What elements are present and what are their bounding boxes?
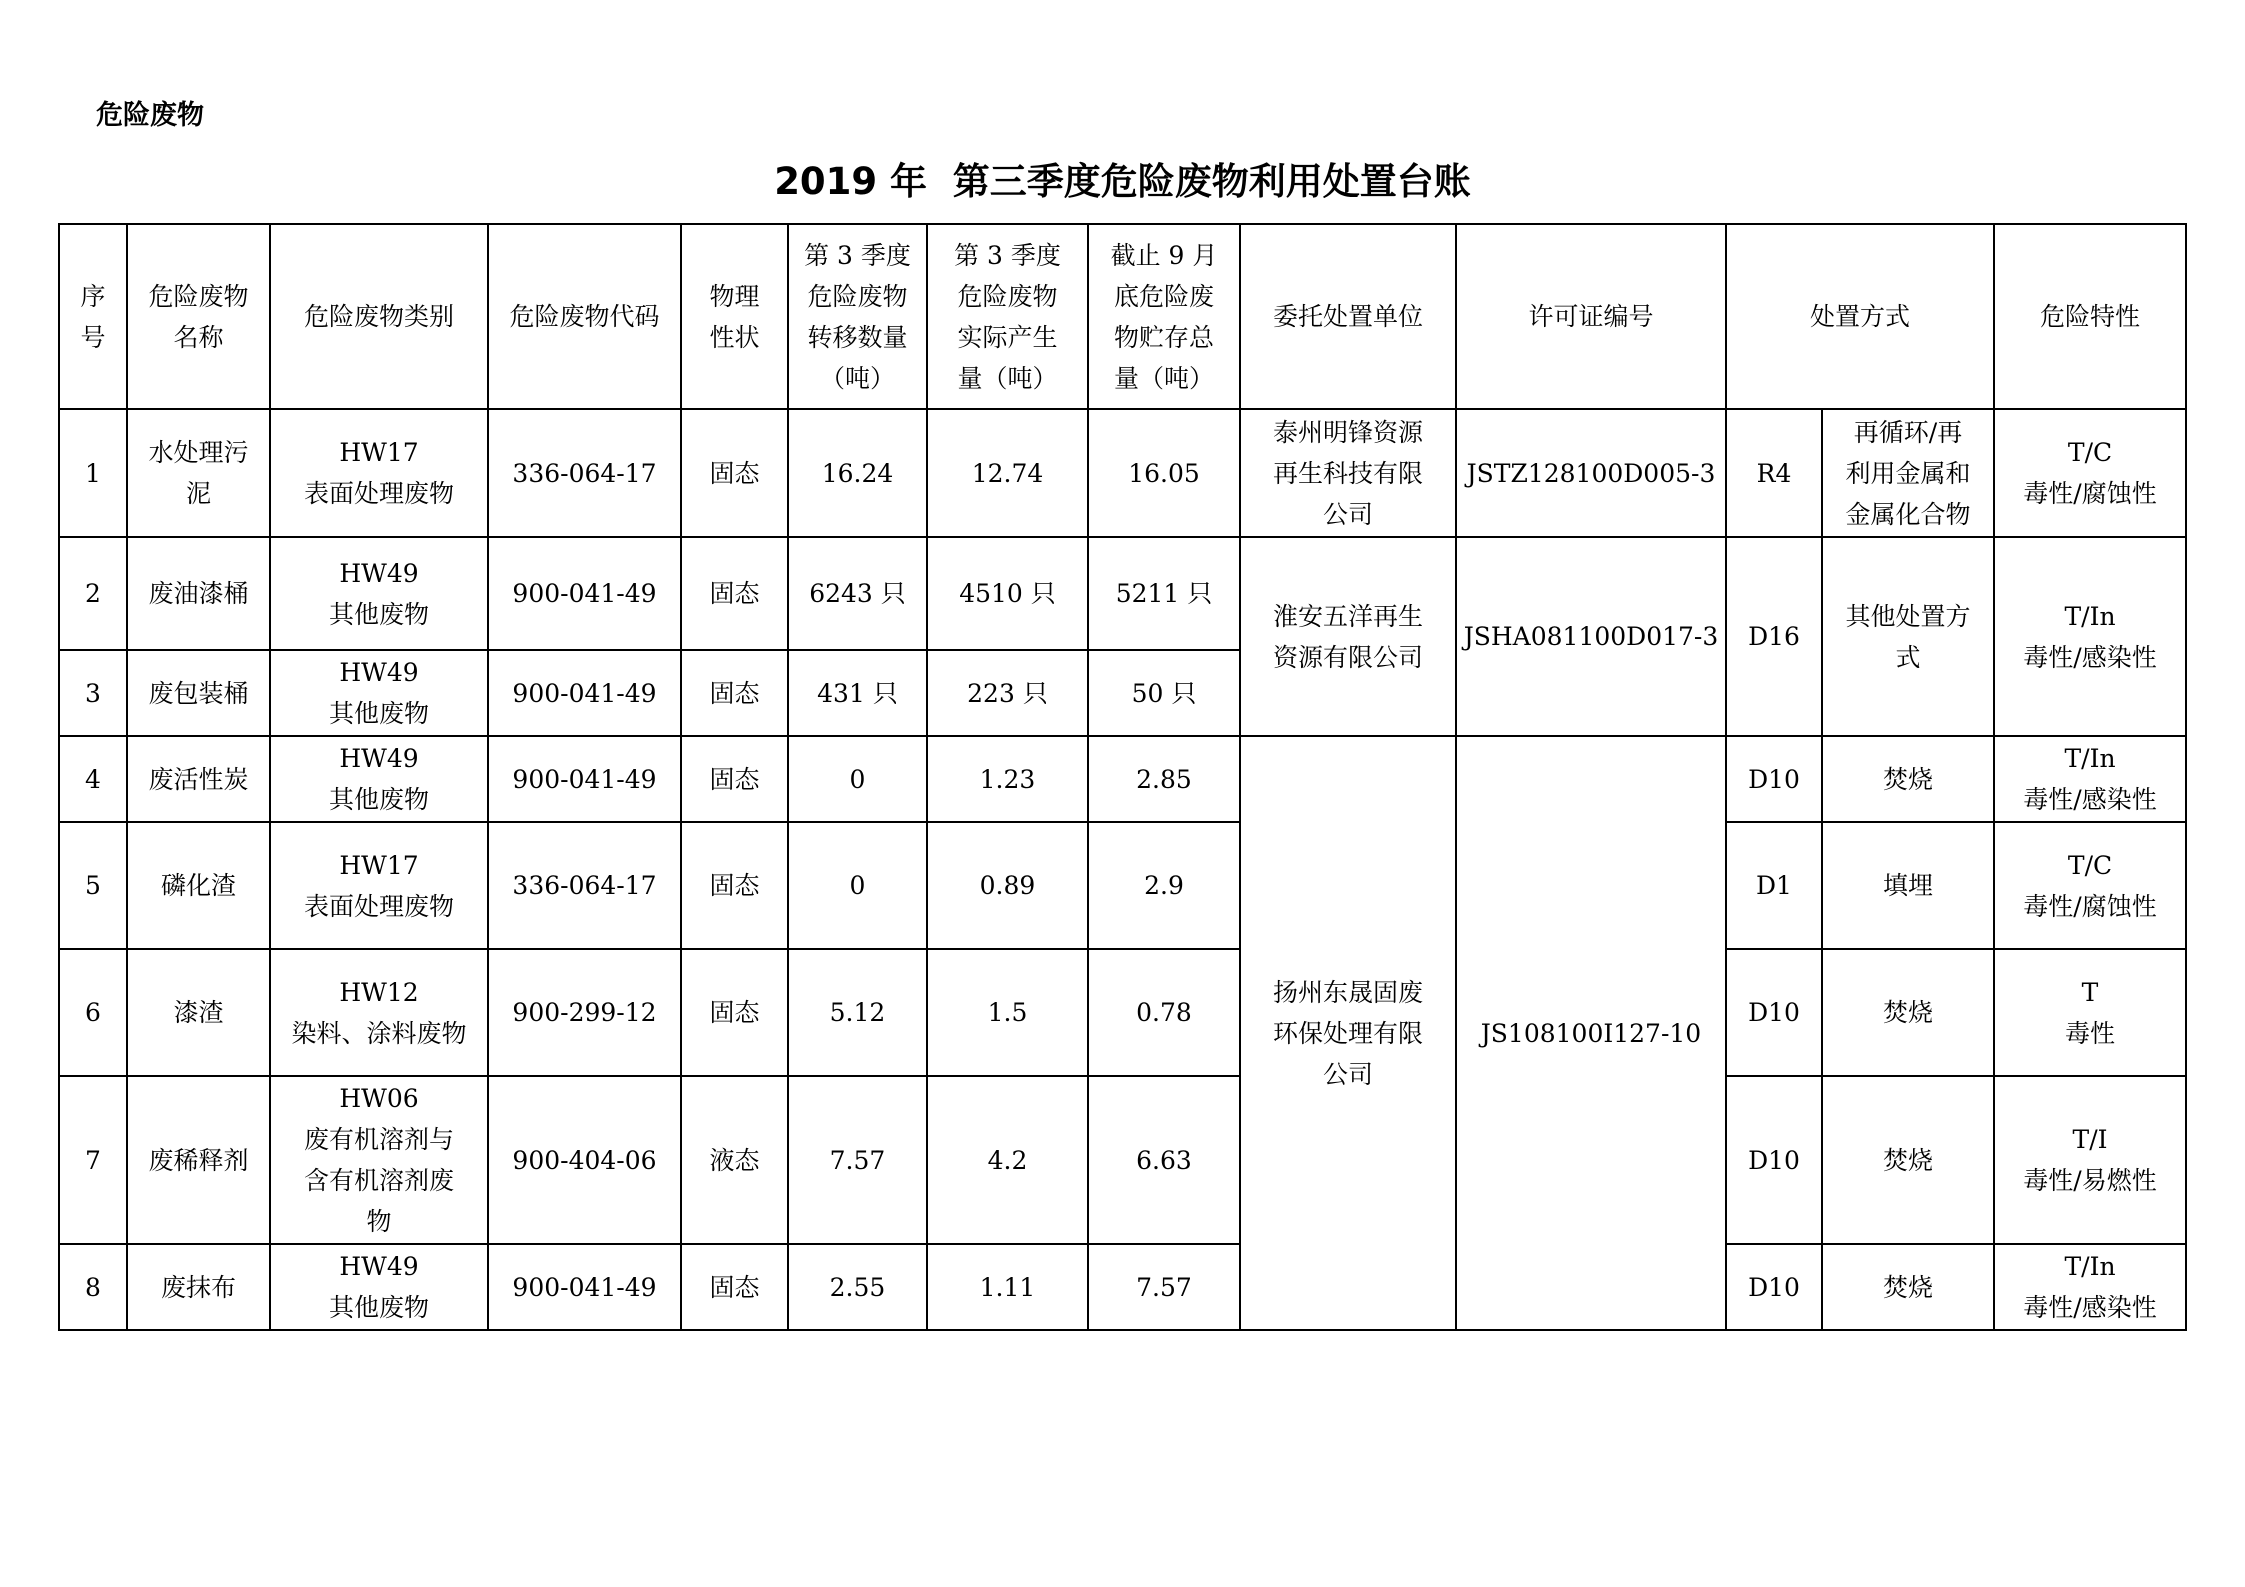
cell-stock: 2.85 (1088, 736, 1240, 822)
cell-category: HW17 表面处理废物 (270, 409, 488, 537)
header-method: 处置方式 (1726, 224, 1994, 409)
cell-state: 固态 (681, 822, 788, 949)
cell-method-code: D16 (1726, 537, 1822, 736)
cell-transfer: 5.12 (788, 949, 927, 1076)
cell-name: 废包装桶 (127, 650, 270, 736)
cell-method-desc: 其他处置方 式 (1822, 537, 1994, 736)
cell-state: 固态 (681, 537, 788, 650)
cell-transfer: 0 (788, 822, 927, 949)
cell-transfer: 7.57 (788, 1076, 927, 1244)
header-hazard: 危险特性 (1994, 224, 2186, 409)
header-stock: 截止 9 月 底危险废 物贮存总 量（吨） (1088, 224, 1240, 409)
cell-seq: 7 (59, 1076, 127, 1244)
cell-hazard: T/In 毒性/感染性 (1994, 1244, 2186, 1330)
cell-produced: 1.23 (927, 736, 1088, 822)
cell-stock: 2.9 (1088, 822, 1240, 949)
cell-method-code: D10 (1726, 949, 1822, 1076)
cell-seq: 1 (59, 409, 127, 537)
cell-transfer: 431 只 (788, 650, 927, 736)
cell-method-desc: 焚烧 (1822, 949, 1994, 1076)
document-title: 2019 年 第三季度危险废物利用处置台账 (774, 160, 1471, 203)
cell-category: HW06 废有机溶剂与 含有机溶剂废 物 (270, 1076, 488, 1244)
header-unit: 委托处置单位 (1240, 224, 1456, 409)
cell-method-desc: 焚烧 (1822, 1244, 1994, 1330)
header-name: 危险废物 名称 (127, 224, 270, 409)
cell-transfer: 2.55 (788, 1244, 927, 1330)
cell-category: HW49 其他废物 (270, 736, 488, 822)
cell-stock: 7.57 (1088, 1244, 1240, 1330)
cell-method-desc: 焚烧 (1822, 736, 1994, 822)
table-row (59, 949, 2186, 1076)
header-state: 物理 性状 (681, 224, 788, 409)
cell-permit: JS108100I127-10 (1456, 736, 1726, 1330)
cell-hazard: T/I 毒性/易燃性 (1994, 1076, 2186, 1244)
cell-code: 336-064-17 (488, 822, 681, 949)
cell-unit: 淮安五洋再生 资源有限公司 (1240, 537, 1456, 736)
cell-seq: 8 (59, 1244, 127, 1330)
cell-hazard: T/In 毒性/感染性 (1994, 537, 2186, 736)
table-row (59, 409, 2186, 537)
cell-category: HW49 其他废物 (270, 650, 488, 736)
cell-category: HW49 其他废物 (270, 1244, 488, 1330)
cell-seq: 3 (59, 650, 127, 736)
cell-produced: 223 只 (927, 650, 1088, 736)
cell-code: 900-299-12 (488, 949, 681, 1076)
cell-permit: JSTZ128100D005-3 (1456, 409, 1726, 537)
cell-transfer: 6243 只 (788, 537, 927, 650)
cell-method-desc: 填埋 (1822, 822, 1994, 949)
cell-method-code: D10 (1726, 1076, 1822, 1244)
cell-name: 废抹布 (127, 1244, 270, 1330)
cell-code: 900-404-06 (488, 1076, 681, 1244)
cell-state: 固态 (681, 650, 788, 736)
cell-code: 336-064-17 (488, 409, 681, 537)
cell-code: 900-041-49 (488, 650, 681, 736)
cell-method-code: D10 (1726, 1244, 1822, 1330)
cell-stock: 50 只 (1088, 650, 1240, 736)
cell-state: 固态 (681, 736, 788, 822)
cell-stock: 6.63 (1088, 1076, 1240, 1244)
cell-name: 漆渣 (127, 949, 270, 1076)
cell-produced: 1.5 (927, 949, 1088, 1076)
cell-hazard: T/C 毒性/腐蚀性 (1994, 822, 2186, 949)
cell-state: 固态 (681, 1244, 788, 1330)
cell-category: HW12 染料、涂料废物 (270, 949, 488, 1076)
waste-ledger-table (58, 223, 2187, 1331)
cell-seq: 5 (59, 822, 127, 949)
cell-hazard: T 毒性 (1994, 949, 2186, 1076)
table-row (59, 537, 2186, 650)
cell-code: 900-041-49 (488, 537, 681, 650)
cell-stock: 16.05 (1088, 409, 1240, 537)
header-transfer: 第 3 季度 危险废物 转移数量 （吨） (788, 224, 927, 409)
cell-produced: 4510 只 (927, 537, 1088, 650)
header-produced: 第 3 季度 危险废物 实际产生 量（吨） (927, 224, 1088, 409)
cell-produced: 12.74 (927, 409, 1088, 537)
cell-category: HW49 其他废物 (270, 537, 488, 650)
cell-transfer: 0 (788, 736, 927, 822)
cell-code: 900-041-49 (488, 736, 681, 822)
cell-code: 900-041-49 (488, 1244, 681, 1330)
table-row (59, 1244, 2186, 1330)
cell-state: 固态 (681, 409, 788, 537)
table-row (59, 822, 2186, 949)
cell-name: 水处理污 泥 (127, 409, 270, 537)
cell-state: 固态 (681, 949, 788, 1076)
cell-state: 液态 (681, 1076, 788, 1244)
table-row (59, 1076, 2186, 1244)
cell-hazard: T/In 毒性/感染性 (1994, 736, 2186, 822)
cell-category: HW17 表面处理废物 (270, 822, 488, 949)
section-label: 危险废物 (96, 100, 204, 131)
cell-seq: 6 (59, 949, 127, 1076)
cell-name: 磷化渣 (127, 822, 270, 949)
cell-method-desc: 再循环/再 利用金属和 金属化合物 (1822, 409, 1994, 537)
cell-seq: 4 (59, 736, 127, 822)
cell-produced: 0.89 (927, 822, 1088, 949)
cell-unit: 扬州东晟固废 环保处理有限 公司 (1240, 736, 1456, 1330)
cell-unit: 泰州明锋资源 再生科技有限 公司 (1240, 409, 1456, 537)
header-row (59, 224, 2186, 409)
cell-name: 废活性炭 (127, 736, 270, 822)
cell-produced: 1.11 (927, 1244, 1088, 1330)
header-category: 危险废物类别 (270, 224, 488, 409)
cell-method-code: R4 (1726, 409, 1822, 537)
cell-permit: JSHA081100D017-3 (1456, 537, 1726, 736)
header-code: 危险废物代码 (488, 224, 681, 409)
cell-stock: 0.78 (1088, 949, 1240, 1076)
cell-name: 废稀释剂 (127, 1076, 270, 1244)
cell-seq: 2 (59, 537, 127, 650)
cell-method-desc: 焚烧 (1822, 1076, 1994, 1244)
cell-produced: 4.2 (927, 1076, 1088, 1244)
cell-stock: 5211 只 (1088, 537, 1240, 650)
table-row (59, 736, 2186, 822)
cell-method-code: D1 (1726, 822, 1822, 949)
cell-hazard: T/C 毒性/腐蚀性 (1994, 409, 2186, 537)
cell-name: 废油漆桶 (127, 537, 270, 650)
header-seq: 序 号 (59, 224, 127, 409)
header-permit: 许可证编号 (1456, 224, 1726, 409)
cell-transfer: 16.24 (788, 409, 927, 537)
cell-method-code: D10 (1726, 736, 1822, 822)
